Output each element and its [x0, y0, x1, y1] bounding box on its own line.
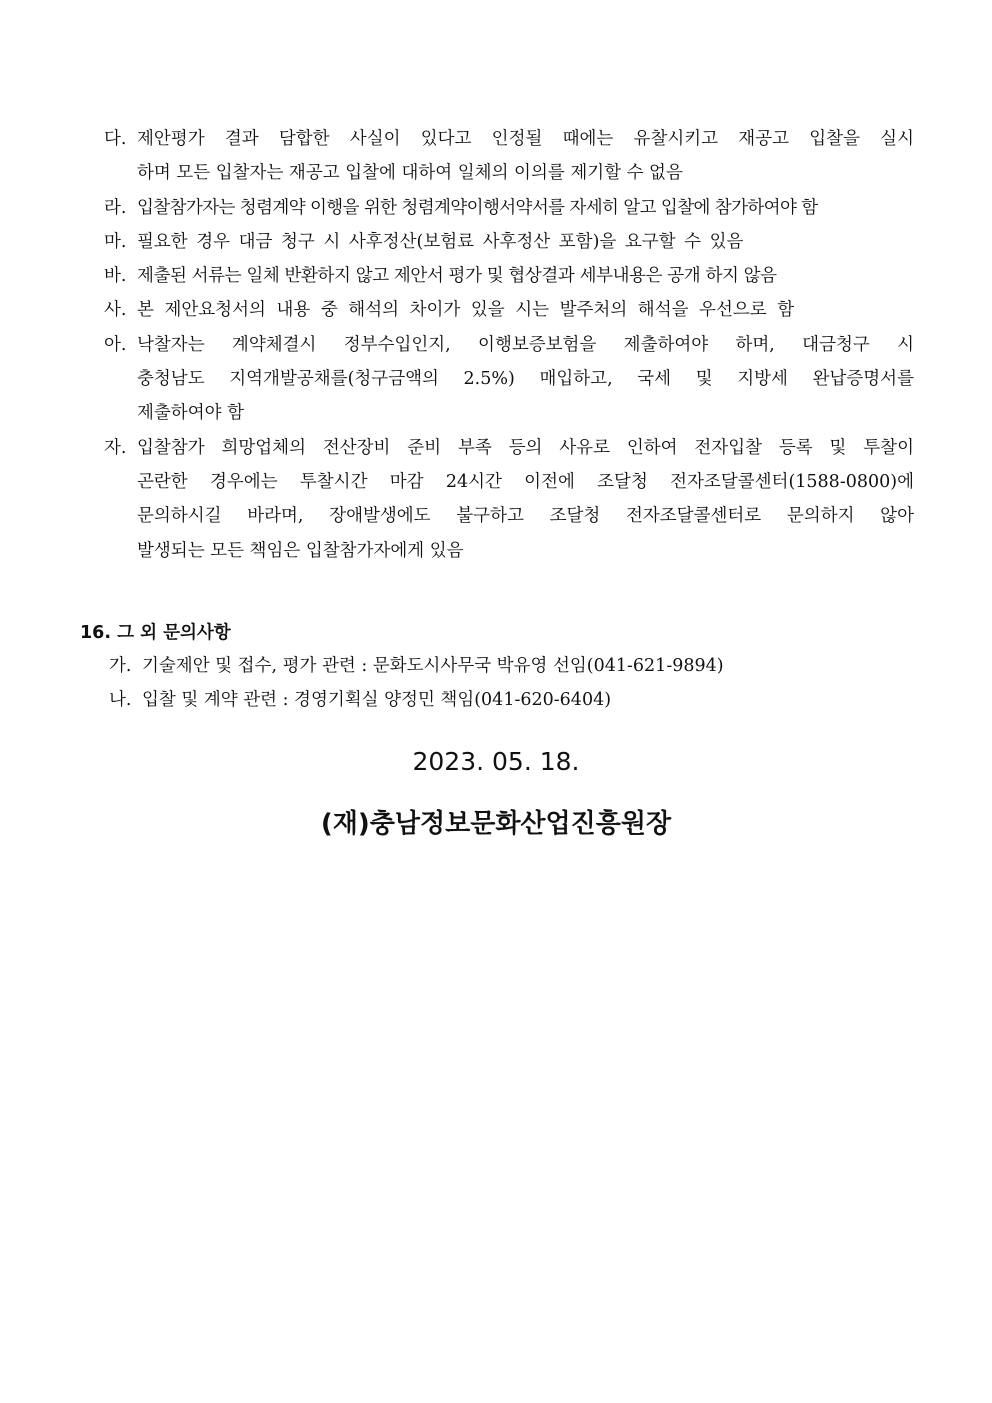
document-date: 2023. 05. 18. — [412, 747, 580, 776]
item-line: 제안평가 결과 담합한 사실이 있다고 인정될 때에는 유찰시키고 재공고 입찰을 실시 — [137, 129, 914, 149]
item-text — [137, 431, 914, 568]
item-line: 충청남도 지역개발공채를(청구금액의 2.5%) 매입하고, 국세 및 지방세 완납증명서를 — [137, 369, 914, 390]
item-marker: 바. — [104, 266, 127, 287]
item-line: 제출된 서류는 일체 반환하지 않고 제안서 평가 및 협상결과 세부내용은 공개 하지 않음 — [137, 266, 777, 287]
list-item — [104, 122, 914, 191]
notice-list — [104, 122, 914, 568]
contact-text: 기술제안 및 접수, 평가 관련 : 문화도시사무국 박유영 선임(041-621-9894) — [142, 656, 724, 676]
issuer-name: (재)충남정보문화산업진흥원장 — [320, 809, 672, 839]
contact-text: 입찰 및 계약 관련 : 경영기획실 양정민 책임(041-620-6404) — [142, 690, 612, 710]
item-line: 본 제안요청서의 내용 중 해석의 차이가 있을 시는 발주처의 해석을 우선으로 함 — [137, 300, 795, 321]
item-line: 곤란한 경우에는 투찰시간 마감 24시간 이전에 조달청 전자조달콜센터(1588-0800)에 — [137, 471, 914, 492]
inquiry-section — [80, 617, 920, 717]
contact-item — [80, 683, 920, 717]
list-item — [104, 191, 914, 225]
contact-item — [80, 649, 920, 683]
section-heading: 16. 그 외 문의사항 — [80, 623, 231, 643]
item-line: 입찰참가자는 청렴계약 이행을 위한 청렴계약이행서약서를 자세히 알고 입찰에 참가하여야 함 — [137, 197, 818, 218]
item-line: 필요한 경우 대금 청구 시 사후정산(보험료 사후정산 포함)을 요구할 수 있음 — [137, 231, 744, 252]
item-line: 입찰참가 희망업체의 전산장비 준비 부족 등의 사유로 인하여 전자입찰 등록 및 투찰이 — [137, 437, 914, 458]
item-line: 하며 모든 입찰자는 재공고 입찰에 대하여 일체의 이의를 제기할 수 없음 — [137, 163, 683, 184]
contact-marker: 가. — [109, 656, 132, 676]
item-text — [137, 328, 914, 431]
item-text — [137, 293, 914, 327]
list-item — [104, 293, 914, 327]
list-item — [104, 431, 914, 568]
list-item — [104, 259, 914, 293]
item-line: 발생되는 모든 책임은 입찰참가자에게 있음 — [137, 540, 464, 561]
item-marker: 라. — [104, 197, 127, 218]
contact-marker: 나. — [109, 690, 132, 710]
list-item — [104, 328, 914, 431]
item-line: 제출하여야 함 — [137, 403, 244, 424]
item-marker: 자. — [104, 437, 127, 458]
item-text — [137, 225, 914, 259]
item-marker: 다. — [104, 129, 127, 149]
item-line: 낙찰자는 계약체결시 정부수입인지, 이행보증보험을 제출하여야 하며, 대금청구 시 — [137, 334, 914, 355]
list-item — [104, 225, 914, 259]
item-marker: 마. — [104, 231, 127, 252]
item-text — [137, 191, 914, 225]
item-marker: 아. — [104, 334, 127, 355]
item-line: 문의하시길 바라며, 장애발생에도 불구하고 조달청 전자조달콜센터로 문의하지 않아 — [137, 506, 914, 527]
item-text — [137, 259, 914, 293]
item-marker: 사. — [104, 300, 127, 321]
item-text — [137, 122, 914, 191]
